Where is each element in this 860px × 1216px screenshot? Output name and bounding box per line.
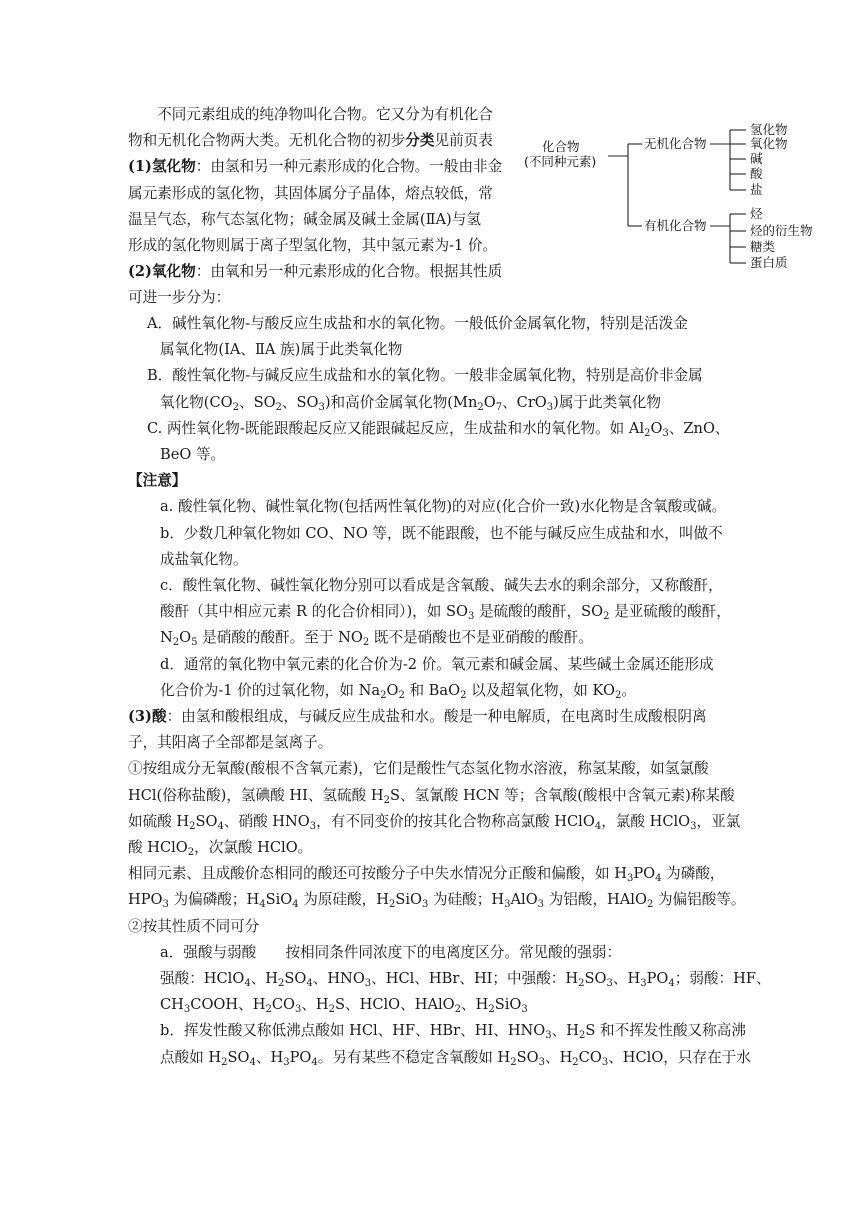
text-run: HPO xyxy=(128,891,163,909)
text-run: 、CrO xyxy=(502,393,547,411)
subscript: 2 xyxy=(362,637,370,649)
subscript: 2 xyxy=(265,1004,272,1016)
text-run: ①按组成分无氧酸(酸根不含氧元素)，它们是酸性气态氢化物水溶液，称氢某酸，如氢氯酸 xyxy=(128,760,709,778)
bold-heading: 【注意】 xyxy=(128,472,187,490)
text-run: ：由氢和酸根组成，与碱反应生成盐和水。酸是一种电解质，在电离时生成酸根阴离 xyxy=(166,708,707,725)
subscript: 3 xyxy=(183,1004,191,1016)
subscript: 2 xyxy=(172,637,180,649)
text-run: )和高价金属氧化物(Mn xyxy=(324,393,478,411)
text-line xyxy=(160,392,661,413)
text-run: 点酸如 H xyxy=(160,1048,222,1066)
text-run: 是硫酸的酸酐，SO xyxy=(474,603,604,621)
text-run: COOH、H xyxy=(190,996,266,1014)
subscript: 3 xyxy=(421,899,429,911)
text-line xyxy=(128,706,707,727)
text-run: 、H xyxy=(255,1048,284,1066)
diagram-leaf: 糖类 xyxy=(750,239,776,254)
subscript: 4 xyxy=(594,820,602,832)
text-run: O xyxy=(386,681,399,699)
text-line xyxy=(128,470,186,491)
subscript: 2 xyxy=(646,899,654,911)
text-run: 为偏磷酸；H xyxy=(168,891,260,909)
text-run: 是硝酸的酸酐。至于 NO xyxy=(197,629,363,647)
text-run: c．酸性氧化物、碱性氧化物分别可以看成是含氧酸、碱失去水的剩余部分，又称酸酐， xyxy=(160,577,723,594)
subscript: 2 xyxy=(488,1004,495,1016)
text-run: 为硅酸；H xyxy=(428,891,505,909)
text-line xyxy=(128,156,502,177)
text-line xyxy=(147,365,703,386)
subscript: 2 xyxy=(460,689,467,701)
subscript: 3 xyxy=(690,820,697,832)
text-run: b．挥发性酸又称低沸点酸如 HCl、HF、HBr、HI、HNO xyxy=(160,1022,546,1040)
subscript: 4 xyxy=(244,978,251,989)
text-run: 、HNO xyxy=(312,970,365,987)
subscript: 2 xyxy=(388,899,396,911)
text-run: 和 BaO xyxy=(404,681,461,699)
text-run: 物和无机化合物两大类。无机化合物的初步 xyxy=(128,132,406,150)
text-run: 以及超氧化物，如 KO xyxy=(466,681,615,699)
text-run: 可进一步分为： xyxy=(128,289,231,307)
subscript: 3 xyxy=(538,1056,545,1068)
text-run: 为原硅酸，H xyxy=(298,891,389,909)
text-run: S 和不挥发性酸又称高沸 xyxy=(585,1022,746,1040)
subscript: 3 xyxy=(662,427,669,439)
text-run: 、硝酸 HNO xyxy=(223,812,310,830)
diagram-leaf: 盐 xyxy=(750,182,763,197)
subscript: 4 xyxy=(217,820,224,832)
text-run: AlO xyxy=(510,891,538,909)
diagram-leaf: 烃的衍生物 xyxy=(750,223,813,238)
diagram-inorganic: 无机化合物 xyxy=(644,136,707,151)
text-run: ：由氧和另一种元素形成的化合物。根据其性质 xyxy=(195,263,503,281)
text-line xyxy=(128,889,746,910)
subscript: 4 xyxy=(292,899,299,911)
text-line xyxy=(160,627,593,648)
subscript: 3 xyxy=(640,978,647,989)
subscript: 4 xyxy=(311,1056,318,1068)
text-run: SO xyxy=(584,970,607,987)
subscript: 2 xyxy=(278,978,285,989)
subscript: 2 xyxy=(578,978,585,989)
text-run: ，氯酸 HClO xyxy=(601,812,691,830)
subscript: 3 xyxy=(309,820,317,832)
text-run: 、HCl、HBr、HI；中强酸：H xyxy=(371,970,579,987)
text-line xyxy=(160,523,723,544)
text-line xyxy=(160,575,723,596)
subscript: 2 xyxy=(383,794,390,806)
text-run: 、H xyxy=(612,970,641,987)
text-line xyxy=(147,418,730,439)
subscript: 3 xyxy=(521,1004,528,1016)
diagram-root: 化合物 xyxy=(542,139,580,154)
text-run: 成盐氧化物。 xyxy=(160,550,248,568)
subscript: 3 xyxy=(601,1056,609,1068)
text-run: 、H xyxy=(301,996,329,1014)
subscript: 3 xyxy=(546,401,554,413)
text-line xyxy=(128,785,735,806)
subscript: 3 xyxy=(545,1030,552,1042)
diagram-leaf: 酸 xyxy=(750,166,763,181)
text-run: 化合价为-1 价的过氧化物，如 Na xyxy=(160,681,381,699)
text-run: 、HClO，只存在于水 xyxy=(608,1048,751,1066)
subscript: 2 xyxy=(614,689,622,701)
diagram-leaf: 烃 xyxy=(750,206,763,221)
subscript: 2 xyxy=(510,1056,517,1068)
text-line xyxy=(160,942,621,963)
text-run: ，有不同变价的按其化合物称高氯酸 HClO xyxy=(316,812,595,830)
diagram-leaf: 蛋白质 xyxy=(750,255,788,270)
diagram-organic: 有机化合物 xyxy=(644,218,707,233)
text-run: ②按其性质不同可分 xyxy=(128,917,260,935)
text-run: B．酸性氧化物-与碱反应生成盐和水的氧化物。一般非金属氧化物，特别是高价非金属 xyxy=(147,367,703,385)
text-line xyxy=(128,130,493,151)
text-run: 氧化物(CO xyxy=(160,393,233,411)
subscript: 2 xyxy=(644,427,651,439)
text-run: 属氧化物(ⅠA、ⅡA 族)属于此类氧化物 xyxy=(160,341,403,359)
subscript: 5 xyxy=(191,637,198,649)
text-run: 酸 HClO xyxy=(128,839,188,856)
subscript: 2 xyxy=(477,401,484,413)
text-run: SiO xyxy=(494,996,522,1014)
subscript: 3 xyxy=(364,978,372,989)
text-run: O xyxy=(179,629,192,647)
subscript: 3 xyxy=(162,899,169,911)
text-run: CO xyxy=(271,996,295,1014)
subscript: 3 xyxy=(537,899,545,911)
text-line xyxy=(160,496,726,517)
subscript: 4 xyxy=(655,873,662,885)
text-line xyxy=(128,183,493,204)
subscript: 7 xyxy=(495,401,503,413)
text-run: PO xyxy=(646,970,669,987)
text-line xyxy=(160,1047,751,1068)
text-run: BeO 等。 xyxy=(160,446,226,463)
text-line xyxy=(160,968,771,989)
text-run: S、氢氰酸 HCN 等；含氧酸(酸根中含氧元素)称某酸 xyxy=(389,786,735,804)
subscript: 3 xyxy=(318,401,325,413)
text-run: 为磷酸， xyxy=(661,865,725,883)
text-run: 、SO xyxy=(281,393,319,411)
text-run: PO xyxy=(289,1048,312,1066)
text-run: 酸酐（其中相应元素 R 的化合价相同）)，如 SO xyxy=(160,603,468,621)
text-run: O xyxy=(483,393,496,411)
text-run: SO xyxy=(227,1048,250,1066)
text-run: )属于此类氧化物 xyxy=(553,393,661,411)
text-run: ；弱酸：HF、 xyxy=(674,970,771,987)
subscript: 3 xyxy=(294,1004,302,1016)
text-line xyxy=(128,287,230,308)
text-run: ，亚氯 xyxy=(696,812,741,830)
text-run: 如硫酸 H xyxy=(128,812,190,830)
subscript: 2 xyxy=(275,401,282,413)
text-run: 强酸：HClO xyxy=(160,970,245,987)
text-run: SO xyxy=(284,970,307,987)
text-line xyxy=(128,758,709,779)
text-run: 、H xyxy=(250,970,279,987)
text-run: 不同元素组成的纯净物叫化合物。它又分为有机化合 xyxy=(128,106,493,123)
subscript: 2 xyxy=(578,1030,586,1042)
bold-heading: (2)氧化物 xyxy=(128,263,196,281)
text-run: PO xyxy=(633,865,656,883)
text-run: 、H xyxy=(544,1048,573,1066)
subscript: 2 xyxy=(189,820,196,832)
subscript: 4 xyxy=(306,978,313,989)
text-run: 为铝酸，HAlO xyxy=(544,891,647,909)
text-line xyxy=(160,549,248,570)
subscript: 3 xyxy=(283,1056,290,1068)
text-run: 属元素形成的氢化物，其固体属分子晶体，熔点较低，常 xyxy=(128,184,493,202)
diagram-leaf: 氧化物 xyxy=(750,136,788,151)
text-run: S、HClO、HAlO xyxy=(335,996,455,1014)
text-run: CO xyxy=(578,1048,602,1066)
text-run: 为偏铝酸等。 xyxy=(653,891,746,909)
text-line xyxy=(128,811,740,832)
subscript: 2 xyxy=(232,401,239,413)
text-run: 、ZnO、 xyxy=(668,419,730,437)
text-line xyxy=(128,863,725,884)
text-run: b．少数几种氧化物如 CO、NO 等，既不能跟酸，也不能与碱反应生成盐和水，叫做不 xyxy=(160,524,723,542)
text-run: 温呈气态，称气态氢化物；碱金属及碱土金属(ⅡA)与氢 xyxy=(128,210,481,228)
text-run: 相同元素、且成酸价态相同的酸还可按酸分子中失水情况分正酸和偏酸，如 H xyxy=(128,865,627,883)
subscript: 3 xyxy=(606,978,613,989)
text-line xyxy=(128,104,493,125)
bold-heading: (3)酸 xyxy=(128,708,167,725)
text-run: a．强酸与弱酸 按相同条件同浓度下的电离度区分。常见酸的强弱： xyxy=(160,943,622,961)
text-run: 子，其阳离子全部都是氢离子。 xyxy=(128,734,333,752)
subscript: 2 xyxy=(221,1056,228,1068)
subscript: 2 xyxy=(398,689,405,701)
text-line xyxy=(160,444,225,465)
subscript: 2 xyxy=(572,1056,579,1068)
subscript: 2 xyxy=(603,611,610,623)
text-run: 、SO xyxy=(238,393,276,411)
text-run: SO xyxy=(195,812,218,830)
text-line xyxy=(128,837,312,858)
text-run: 、H xyxy=(461,996,489,1014)
text-run: 既不是硝酸也不是亚硝酸的酸酐。 xyxy=(369,629,593,647)
subscript: 4 xyxy=(668,978,675,989)
subscript: 2 xyxy=(187,847,195,858)
classification-diagram xyxy=(520,118,840,273)
text-run: C. 两性氧化物-既能跟酸起反应又能跟碱起反应，生成盐和水的氧化物。如 Al xyxy=(147,419,645,437)
bold-heading: (1)氢化物 xyxy=(128,158,196,176)
text-line xyxy=(160,1020,746,1041)
text-run: CH xyxy=(160,996,184,1014)
text-run: N xyxy=(160,629,173,647)
text-line xyxy=(147,313,688,334)
text-run: 形成的氢化物则属于离子型氢化物，其中氢元素为-1 价。 xyxy=(128,237,498,254)
text-line xyxy=(160,601,731,622)
bold-heading: 分类 xyxy=(405,132,435,150)
text-run: 见前页表 xyxy=(434,132,493,150)
text-run: ：由氢和另一种元素形成的化合物。一般由非金 xyxy=(195,158,503,176)
diagram-root-sub: (不同种元素) xyxy=(524,154,597,169)
subscript: 2 xyxy=(328,1004,336,1016)
text-run: ，次氯酸 HClO。 xyxy=(194,839,313,856)
text-run: O xyxy=(650,419,663,437)
text-run: 是亚硫酸的酸酐， xyxy=(609,603,731,621)
text-run: a. 酸性氧化物、碱性氧化物(包括两性氧化物)的对应(化合价一致)水化物是含氧酸或碱。 xyxy=(160,498,727,516)
diagram-leaf: 碱 xyxy=(750,151,763,166)
text-line xyxy=(128,235,497,256)
text-run: SiO xyxy=(395,891,422,909)
text-line xyxy=(128,732,332,753)
text-run: SiO xyxy=(265,891,293,909)
subscript: 2 xyxy=(380,689,387,701)
text-line xyxy=(160,680,636,701)
text-line xyxy=(128,209,481,230)
text-line xyxy=(160,994,528,1015)
text-line xyxy=(160,339,403,360)
diagram-leaf: 氢化物 xyxy=(750,122,788,137)
text-line xyxy=(160,654,714,675)
subscript: 4 xyxy=(259,899,266,911)
text-line xyxy=(128,916,259,937)
subscript: 3 xyxy=(504,899,511,911)
text-run: 、H xyxy=(551,1022,579,1040)
text-run: 。另有某些不稳定含氧酸如 H xyxy=(317,1048,511,1066)
text-run: HCl(俗称盐酸)，氢碘酸 HI、氢硫酸 H xyxy=(128,786,384,804)
subscript: 2 xyxy=(454,1004,462,1016)
text-run: A．碱性氧化物-与酸反应生成盐和水的氧化物。一般低价金属氧化物，特别是活泼金 xyxy=(147,315,688,332)
subscript: 3 xyxy=(626,873,634,885)
text-run: SO xyxy=(516,1048,539,1066)
text-line xyxy=(128,261,502,282)
subscript: 3 xyxy=(467,611,475,623)
text-run: 。 xyxy=(621,681,636,699)
subscript: 4 xyxy=(249,1056,256,1068)
text-run: d．通常的氧化物中氧元素的化合价为-2 价。氧元素和碱金属、某些碱土金属还能形成 xyxy=(160,655,714,673)
